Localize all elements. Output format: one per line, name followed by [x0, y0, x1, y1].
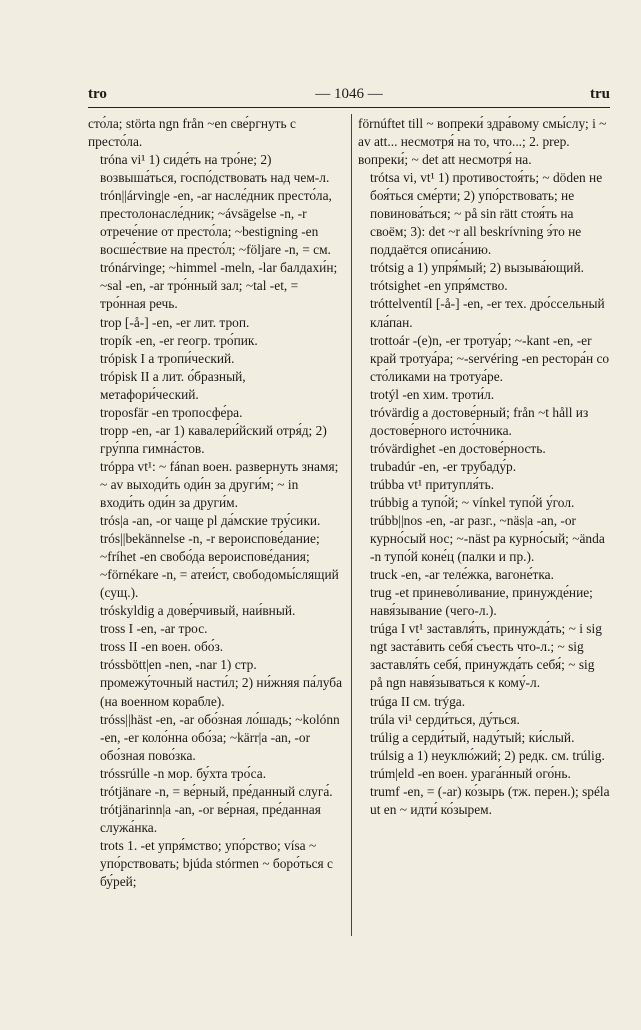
dictionary-entry: trumf -en, = (-ar) ко́зырь (тж. перен.); spéla ut en ~ идти́ ко́зырем. [370, 783, 610, 817]
dictionary-entry: trúbbig a тупо́й; ~ vínkel тупо́й у́гол. [370, 494, 575, 510]
dictionary-entry: tróvärdig a достове́рный; från ~t håll из достове́рного исто́чника. [370, 404, 589, 438]
guide-word-right: tru [590, 86, 610, 102]
dictionary-entry: tróss||häst -en, -ar обо́зная ло́шадь; ~kolónn -en, -er коло́нна обо́за; ~kärr|a -an, -or обо́зная пово́зка. [100, 711, 340, 763]
dictionary-entry: tróssrúlle -n мор. бу́хта тро́са. [100, 765, 267, 781]
dictionary-entry: trotýl -en хим. троти́л. [370, 386, 495, 402]
dictionary-entry: trótjänare -n, = ве́рный, пре́данный слуга́. [100, 783, 333, 799]
dictionary-entry: trótsa vi, vt¹ 1) противостоя́ть; ~ döden не боя́ться сме́рти; 2) упо́рствовать; не повинова́ться; ~ på sin rätt стоя́ть на своём; 3): det ~r all beskrívning э́то не поддаётся описа́нию. [370, 170, 603, 258]
left-column [88, 115, 344, 891]
dictionary-entry: tross II -en воен. обо́з. [100, 639, 224, 655]
dictionary-entry: tróssbött|en -nen, -nar 1) стр. промежу́точный насти́л; 2) ни́жняя па́луба (на военном корабле). [100, 657, 343, 709]
dictionary-entry: trubadúr -en, -er трубаду́р. [370, 458, 517, 474]
dictionary-entry: сто́ла; störta ngn från ~en све́ргнуть с престо́ла. [88, 116, 296, 150]
dictionary-entry: trúbb||nos -en, -ar разг., ~näs|a -an, -or курно́сый нос; ~-näst pa курно́сый; ~ända -n тупо́й коне́ц (палки и пр.). [370, 513, 605, 565]
dictionary-entry: trots 1. -et упря́мство; упо́рство; vísa ~ упо́рствовать; bjúda stórmen ~ боро́ться с бу́рей; [100, 837, 333, 889]
dictionary-entry: troposfär -en тропосфе́ра. [100, 404, 243, 420]
dictionary-entry: trúla vi¹ серди́ться, ду́ться. [370, 711, 520, 727]
dictionary-entry: tróttelventíl [-å-] -en, -er тех. дро́ссельный кла́пан. [370, 296, 605, 330]
dictionary-entry: trón||árving|e -en, -ar насле́дник престо́ла, престолонасле́дник; ~ávsägelse -n, -r отрече́ние от престо́ла; ~bestigning -en восше́ствие на престо́л; ~följare -n, = см. trónárvinge; ~himmel -meln, -lar балдахи́н; ~sal -en, -ar тро́нный зал; ~tal -et, = тро́нная речь. [100, 188, 338, 312]
dictionary-entry: tróvärdighet -en достове́рность. [370, 440, 546, 456]
dictionary-entry: tróna vi¹ 1) сиде́ть на тро́не; 2) возвыша́ться, госпо́дствовать над чем-л. [100, 152, 330, 186]
page-number: — 1046 — [315, 86, 383, 102]
header-rule [88, 107, 610, 108]
dictionary-entry: trúga II см. trýga. [370, 693, 466, 709]
dictionary-entry: trottoár -(e)n, -er тротуа́р; ~-kant -en, -er край тротуа́ра; ~-servéring -en рестора́н со сто́ликами на тротуа́ре. [370, 332, 610, 384]
dictionary-entry: trós||bekännelse -n, -r вероиспове́дание; ~fríhet -en свобо́да вероиспове́дания; ~förnékare -n, = атеи́ст, свободомы́слящий (сущ.). [100, 531, 339, 601]
dictionary-entry: truck -en, -ar теле́жка, вагоне́тка. [370, 567, 554, 583]
dictionary-entry: trúbba vt¹ притупля́ть. [370, 476, 495, 492]
dictionary-entry: trótsighet -en упря́мство. [370, 278, 508, 294]
column-divider [351, 114, 352, 936]
dictionary-entry: trópisk II a лит. о́бразный, метафори́ческий. [100, 368, 246, 402]
dictionary-entry: tross I -en, -ar трос. [100, 621, 208, 637]
page-header [88, 86, 610, 108]
dictionary-entry: tropík -en, -er геогр. тро́пик. [100, 332, 258, 348]
dictionary-entry: tróskyldig a дове́рчивый, наи́вный. [100, 603, 296, 619]
dictionary-entry: trop [-å-] -en, -er лит. троп. [100, 314, 250, 330]
dictionary-entry: tropp -en, -ar 1) кавалери́йский отря́д; 2) гру́ппа гимна́стов. [100, 422, 327, 456]
dictionary-entry: trótjänarinn|a -an, -or ве́рная, пре́данная служа́нка. [100, 801, 321, 835]
dictionary-entry: trópisk I a тропи́ческий. [100, 350, 235, 366]
dictionary-entry: trúm|eld -en воен. урага́нный ого́нь. [370, 765, 571, 781]
dictionary-entry: trótsig a 1) упря́мый; 2) вызыва́ющий. [370, 260, 584, 276]
dictionary-entry: trúlsig a 1) неуклю́жий; 2) редк. см. trúlig. [370, 747, 605, 763]
dictionary-entry: trúlig a серди́тый, наду́тый; ки́слый. [370, 729, 575, 745]
dictionary-entry: tróppa vt¹: ~ fánan воен. развернуть знамя; ~ av выходи́ть оди́н за други́м; ~ in входи́ть оди́н за други́м. [100, 458, 339, 510]
guide-word-left: tro [88, 86, 107, 102]
dictionary-entry: trúga I vt¹ заставля́ть, принужда́ть; ~ i sig ngt заста́вить себя́ съесть что-л.; ~ sig заставля́ть себя́, принужда́ть себя́; ~ sig på ngn навя́зываться к кому́-л. [370, 621, 602, 691]
dictionary-entry: trug -et принево́ливание, принужде́ние; навя́зывание (чего-л.). [370, 585, 593, 619]
dictionary-entry: förnúftet till ~ вопреки́ здра́вому смы́слу; i ~ av att... несмотря́ на то, что...; 2. prep. вопреки́; ~ det att несмотря́ на. [358, 116, 607, 168]
dictionary-entry: trós|a -an, -or чаще pl да́мские тру́сики. [100, 513, 321, 529]
right-column [358, 115, 610, 819]
